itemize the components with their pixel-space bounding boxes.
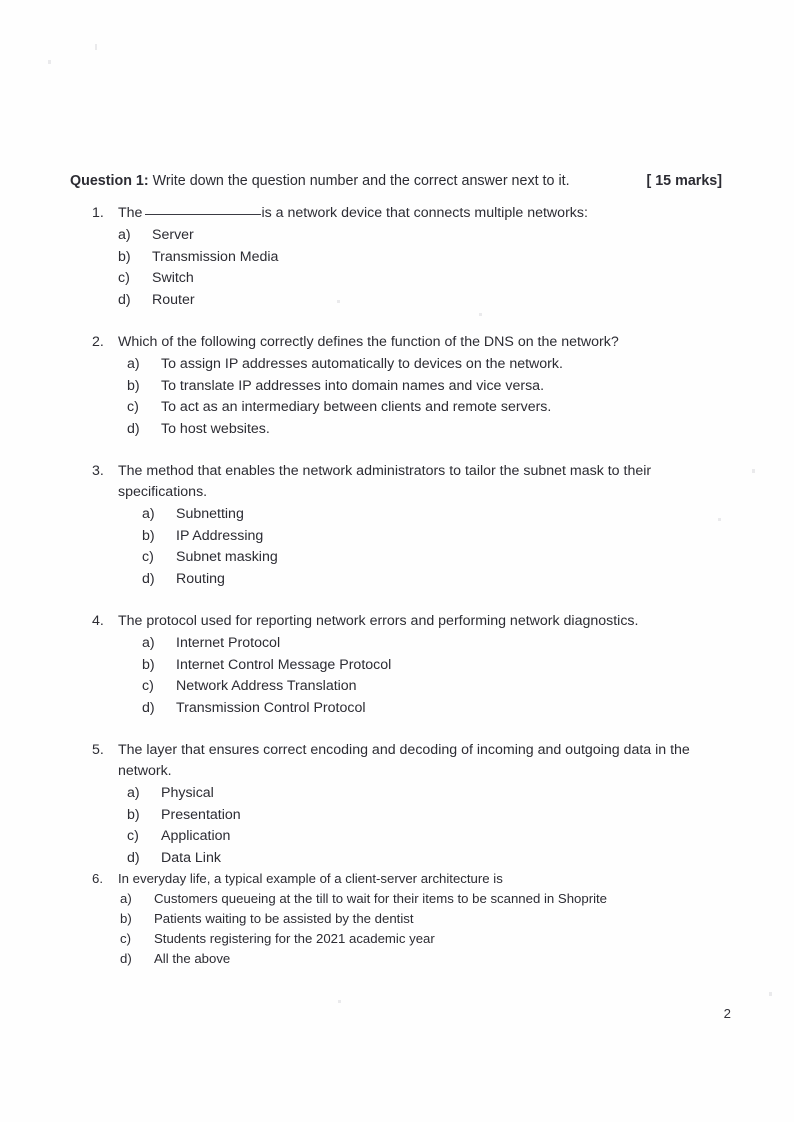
question-item: [0, 611, 794, 719]
answer-option-label: Server: [152, 227, 194, 244]
answer-option-key: d): [142, 571, 155, 588]
answer-option[interactable]: [142, 676, 794, 697]
answer-option-label: IP Addressing: [176, 527, 264, 544]
answer-option-key: b): [120, 910, 132, 926]
answer-option-key: a): [142, 505, 155, 522]
answer-option-label: Router: [152, 292, 195, 309]
answer-option[interactable]: [120, 949, 794, 968]
question-stem: [0, 461, 794, 503]
answer-option[interactable]: [142, 633, 794, 654]
answer-option-list: [127, 354, 794, 440]
answer-option[interactable]: [118, 225, 794, 246]
answer-option[interactable]: [142, 504, 794, 525]
answer-option-list: [120, 889, 794, 968]
question-header: [70, 173, 722, 191]
question-item: [0, 740, 794, 869]
answer-option-key: c): [120, 930, 131, 946]
answer-option-list: [142, 633, 794, 719]
answer-option-label: Customers queueing at the till to wait for their items to be scanned in Shoprite: [154, 890, 608, 906]
answer-option[interactable]: [127, 805, 794, 826]
answer-option-label: Data Link: [161, 850, 221, 867]
answer-option-key: a): [142, 634, 155, 651]
answer-option[interactable]: [118, 268, 794, 289]
question-number: 5.: [92, 741, 104, 758]
question-number: 1.: [92, 205, 104, 221]
answer-option-key: d): [118, 292, 131, 309]
answer-option-label: To assign IP addresses automatically to devices on the network.: [161, 355, 563, 372]
answer-option-key: c): [142, 549, 154, 566]
question-number: 4.: [92, 612, 104, 629]
answer-option-label: Internet Control Message Protocol: [176, 656, 392, 673]
scan-artifact-speck: [48, 60, 51, 64]
question-stem: [0, 611, 794, 632]
answer-option-key: b): [118, 248, 131, 265]
question-item: [0, 869, 794, 968]
answer-option-label: Transmission Control Protocol: [176, 700, 366, 717]
answer-option[interactable]: [142, 569, 794, 590]
question-stem-text: The method that enables the network administrators to tailor the subnet mask to their specifications.: [118, 462, 652, 500]
answer-option-label: Internet Protocol: [176, 634, 281, 651]
question-stem: [0, 332, 794, 353]
question-list: [0, 203, 794, 989]
answer-option-key: b): [142, 527, 155, 544]
answer-option-key: c): [142, 678, 154, 695]
answer-option[interactable]: [142, 655, 794, 676]
answer-option-label: Physical: [161, 784, 214, 801]
answer-option-key: b): [127, 806, 140, 823]
answer-option[interactable]: [127, 354, 794, 375]
question-number: 6.: [92, 870, 103, 886]
answer-option[interactable]: [120, 889, 794, 908]
answer-option-key: a): [118, 227, 131, 244]
answer-option-label: Switch: [152, 270, 194, 287]
answer-option[interactable]: [127, 783, 794, 804]
answer-option[interactable]: [142, 698, 794, 719]
answer-option-label: Network Address Translation: [176, 678, 357, 695]
answer-option-label: Students registering for the 2021 academic year: [154, 930, 435, 946]
marks-badge: [ 15 marks]: [646, 173, 722, 189]
question-instruction: Write down the question number and the correct answer next to it.: [152, 173, 570, 189]
answer-option[interactable]: [142, 547, 794, 568]
scan-artifact-speck: [338, 1000, 341, 1003]
answer-option[interactable]: [142, 526, 794, 547]
question-stem: [0, 740, 794, 782]
answer-option-list: [118, 225, 794, 311]
question-item: [0, 203, 794, 311]
question-number: 2.: [92, 333, 104, 350]
answer-option-label: Subnetting: [176, 505, 244, 522]
fill-in-blank[interactable]: [145, 214, 261, 215]
question-header-text: [70, 173, 570, 191]
question-stem-text: In everyday life, a typical example of a client-server architecture is: [118, 870, 503, 886]
answer-option[interactable]: [118, 290, 794, 311]
answer-option-key: d): [142, 700, 155, 717]
answer-option[interactable]: [127, 826, 794, 847]
question-stem-text-tail: is a network device that connects multiple networks:: [261, 205, 588, 221]
answer-option-label: Presentation: [161, 806, 241, 823]
answer-option-label: To host websites.: [161, 421, 270, 438]
answer-option[interactable]: [120, 929, 794, 948]
answer-option-key: b): [142, 656, 155, 673]
question-number: 3.: [92, 462, 104, 479]
answer-option-label: To act as an intermediary between clients and remote servers.: [161, 399, 552, 416]
question-item: [0, 461, 794, 590]
answer-option-list: [127, 783, 794, 869]
answer-option-label: Subnet masking: [176, 549, 278, 566]
answer-option-key: b): [127, 377, 140, 394]
answer-option-key: d): [120, 950, 132, 966]
answer-option-label: To translate IP addresses into domain names and vice versa.: [161, 377, 545, 394]
answer-option-label: Patients waiting to be assisted by the dentist: [154, 910, 414, 926]
question-stem-text: Which of the following correctly defines the function of the DNS on the network?: [118, 333, 619, 350]
scan-artifact-speck: [769, 992, 772, 996]
answer-option[interactable]: [118, 247, 794, 268]
question-item: [0, 332, 794, 440]
answer-option-label: All the above: [154, 950, 231, 966]
answer-option-label: Application: [161, 828, 231, 845]
answer-option-key: a): [127, 355, 140, 372]
answer-option-key: a): [120, 890, 132, 906]
answer-option[interactable]: [127, 397, 794, 418]
answer-option[interactable]: [127, 376, 794, 397]
question-stem: [0, 869, 794, 888]
answer-option-label: Transmission Media: [152, 248, 279, 265]
scan-artifact-speck: [95, 44, 97, 50]
answer-option-key: c): [127, 399, 139, 416]
answer-option-label: Routing: [176, 571, 225, 588]
answer-option-key: d): [127, 850, 140, 867]
answer-option[interactable]: [127, 419, 794, 440]
question-stem-text: The layer that ensures correct encoding and decoding of incoming and outgoing data in the network.: [118, 741, 690, 779]
answer-option-key: d): [127, 421, 140, 438]
answer-option-key: a): [127, 784, 140, 801]
answer-option-key: c): [127, 828, 139, 845]
question-stem: [0, 203, 794, 224]
answer-option-list: [142, 504, 794, 590]
answer-option-key: c): [118, 270, 130, 287]
question-stem-text: The protocol used for reporting network errors and performing network diagnostics.: [118, 612, 639, 629]
question-stem-text: The: [118, 205, 143, 221]
answer-option[interactable]: [127, 848, 794, 869]
question-label: Question 1:: [70, 173, 149, 189]
answer-option[interactable]: [120, 909, 794, 928]
page-number: 2: [723, 1006, 731, 1021]
